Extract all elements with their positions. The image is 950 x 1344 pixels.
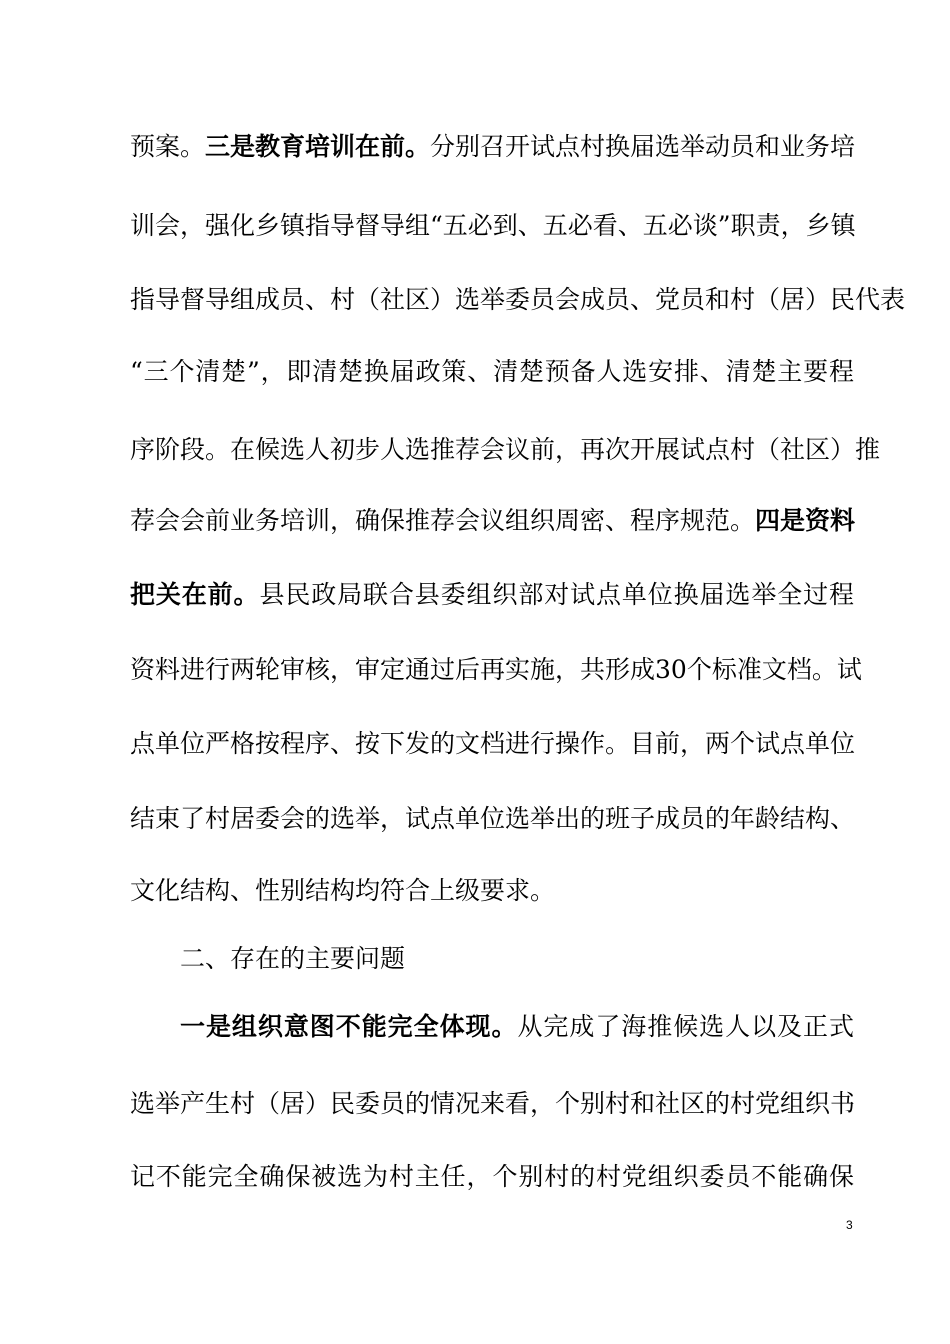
text-line-14: 选举产生村（居）民委员的情况来看，个别村和社区的村党组织书 bbox=[130, 1089, 856, 1118]
text-line-5: 序阶段。在候选人初步人选推荐会议前，再次开展试点村（社区）推 bbox=[130, 435, 881, 464]
text-line-4: “三个清楚”，即清楚换届政策、清楚预备人选安排、清楚主要程 bbox=[130, 357, 854, 386]
bold-heading: 一是组织意图不能完全体现。 bbox=[180, 1012, 518, 1041]
text-line-3: 指导督导组成员、村（社区）选举委员会成员、党员和村（居）民代表 bbox=[130, 285, 906, 314]
bold-heading: 三是教育培训在前。 bbox=[205, 132, 431, 161]
text-line-8: 资料进行两轮审核，审定通过后再实施，共形成30个标准文档。试 bbox=[130, 655, 862, 684]
bold-heading: 四是资料 bbox=[755, 506, 856, 535]
text-line-10: 结束了村居委会的选举，试点单位选举出的班子成员的年龄结构、 bbox=[130, 804, 856, 833]
text-line-9: 点单位严格按程序、按下发的文档进行操作。目前，两个试点单位 bbox=[130, 729, 856, 758]
text-line-11: 文化结构、性别结构均符合上级要求。 bbox=[130, 876, 556, 905]
section-heading: 二、存在的主要问题 bbox=[180, 944, 406, 973]
text-line-13: 一是组织意图不能完全体现。从完成了海推候选人以及正式 bbox=[180, 1012, 854, 1041]
text-line-6: 荐会会前业务培训，确保推荐会议组织周密、程序规范。四是资料 bbox=[130, 506, 856, 535]
page-number: 3 bbox=[846, 1218, 853, 1232]
text-line-2: 训会，强化乡镇指导督导组“五必到、五必看、五必谈”职责，乡镇 bbox=[130, 211, 856, 240]
text-line-7: 把关在前。县民政局联合县委组织部对试点单位换届选举全过程 bbox=[130, 580, 854, 609]
bold-heading: 把关在前。 bbox=[130, 580, 260, 609]
text-line-1: 预案。三是教育培训在前。分别召开试点村换届选举动员和业务培 bbox=[130, 132, 856, 161]
text-line-15: 记不能完全确保被选为村主任，个别村的村党组织委员不能确保 bbox=[130, 1162, 854, 1191]
